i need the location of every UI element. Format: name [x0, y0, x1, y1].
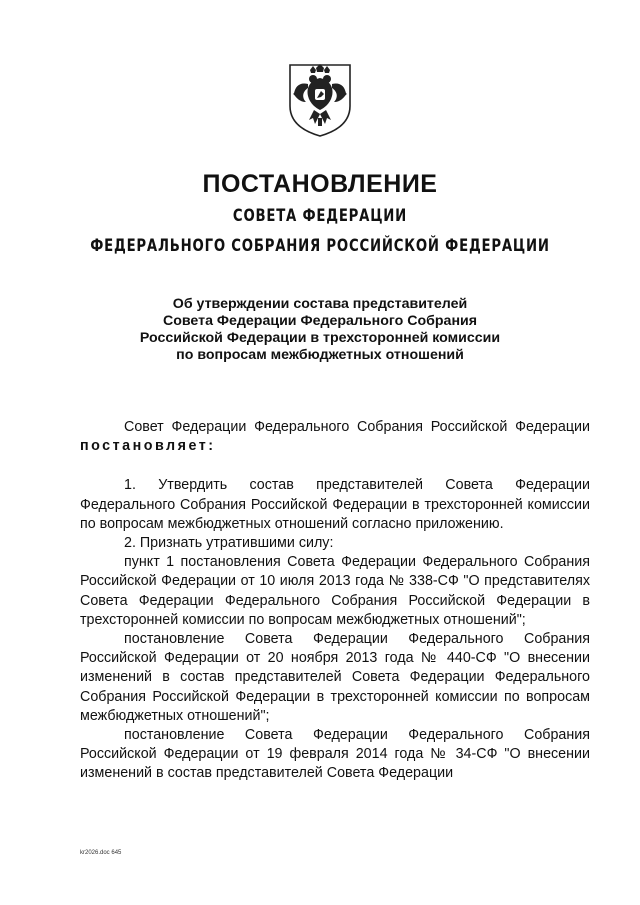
- file-code: kr2026.doc 645: [80, 850, 122, 856]
- document-subject: [0, 296, 640, 364]
- subject-line: Об утверждении состава представителей: [172, 296, 468, 312]
- repealed-act-2: постановление Совета Федерации Федерального Собрания Российской Федерации от 20 ноября 2013 года № 440-СФ "О внесении изменений в состав представителей Совета Федерации Федерального Собрания Российской Федерации в трехсторонней комиссии по вопросам межбюджетных отношений";: [80, 631, 590, 724]
- repealed-act-3: постановление Совета Федерации Федерального Собрания Российской Федерации от 19 февраля 2014 года № 34-СФ "О внесении изменений в состав представителей Совета Федерации: [80, 727, 590, 782]
- subject-line: по вопросам межбюджетных отношений: [176, 347, 464, 363]
- issuer-line-2: ФЕДЕРАЛЬНОГО СОБРАНИЯ РОССИЙСКОЙ ФЕДЕРАЦИИ: [90, 236, 550, 256]
- resolves-keyword: постановляет:: [80, 438, 216, 455]
- document-title: ПОСТАНОВЛЕНИЕ: [202, 170, 438, 198]
- russian-coat-of-arms-icon: [286, 62, 354, 138]
- intro-text: Совет Федерации Федерального Собрания Российской Федерации: [124, 419, 590, 435]
- item-1-paragraph: 1. Утвердить состав представителей Совета Федерации Федерального Собрания Российской Федерации в трехсторонней комиссии по вопросам межбюджетных отношений согласно приложению.: [80, 477, 590, 532]
- issuer-line-1: СОВЕТА ФЕДЕРАЦИИ: [232, 206, 408, 226]
- subject-line: Российской Федерации в трехсторонней комиссии: [139, 330, 501, 346]
- repealed-act-1: пункт 1 постановления Совета Федерации Федерального Собрания Российской Федерации от 10 июля 2013 года № 338-СФ "О представителях Совета Федерации Федерального Собрания Российской Федерации в трехсторонней комиссии по вопросам межбюджетных отношений";: [80, 554, 590, 628]
- intro-paragraph: [80, 418, 590, 456]
- item-2-paragraph: 2. Признать утратившими силу:: [124, 535, 334, 552]
- document-body: [80, 418, 590, 784]
- subject-line: Совета Федерации Федерального Собрания: [162, 313, 478, 329]
